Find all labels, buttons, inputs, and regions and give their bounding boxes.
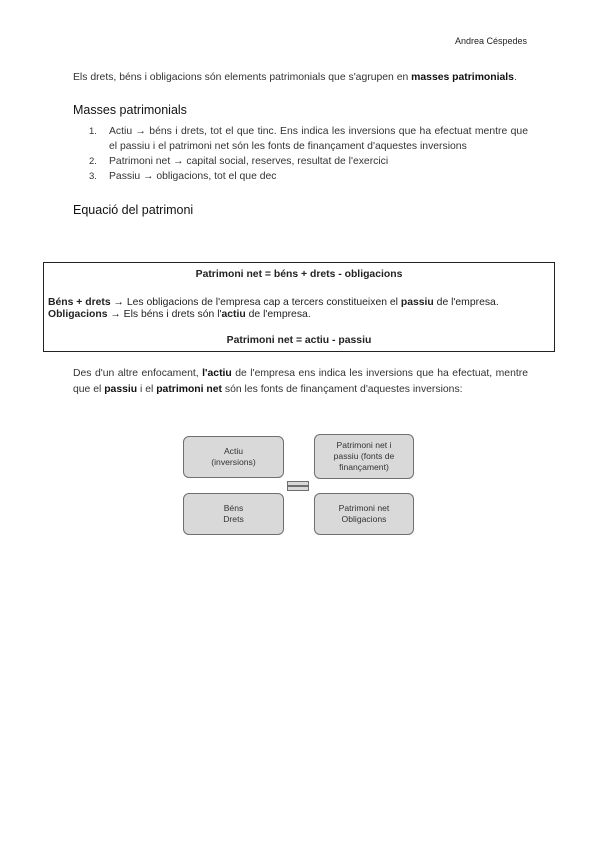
equals-sign-icon: [287, 481, 309, 491]
paragraph-bold: passiu: [104, 383, 138, 395]
diagram-box-patrimoni-obligacions: Patrimoni net Obligacions: [314, 493, 414, 535]
document-body: [73, 70, 528, 218]
section-heading-equacio: Equació del patrimoni: [73, 203, 194, 217]
section-heading-masses: Masses patrimonials: [73, 103, 187, 117]
equation-line-2: [48, 308, 550, 321]
paragraph-bold: l'actiu: [202, 368, 232, 379]
second-paragraph: [73, 366, 528, 397]
masses-list: [73, 124, 528, 184]
paragraph-text: de l'empresa ens indica les inversions que ha efectuat, mentre que el: [73, 368, 528, 395]
list-number: 2.: [89, 156, 97, 167]
equation-text: de l'empresa.: [433, 297, 499, 308]
diagram-box-patrimoni-passiu: Patrimoni net i passiu (fonts de finançament): [314, 434, 414, 479]
author-name: Andrea Céspedes: [454, 36, 527, 46]
equation-text: → Els béns i drets són l': [107, 309, 222, 320]
intro-text: Els drets, béns i obligacions són elements patrimonials que s'agrupen en: [73, 72, 412, 83]
equation-term: actiu: [221, 309, 246, 320]
paragraph-bold: patrimoni net: [156, 383, 222, 395]
list-item-text: Passiu → obligacions, tot el que dec: [109, 171, 277, 182]
intro-end: .: [513, 72, 517, 83]
list-number: 3.: [89, 171, 97, 182]
paragraph-text: són les fonts de finançament d'aquestes inversions:: [222, 383, 463, 395]
list-item: [73, 124, 528, 154]
paragraph-text: i el: [137, 383, 157, 395]
equation-term: Obligacions: [48, 309, 108, 320]
equation-formula-top: Patrimoni net = béns + drets - obligacions: [195, 269, 403, 280]
equation-formula-bottom: Patrimoni net = actiu - passiu: [226, 335, 372, 346]
intro-paragraph: [73, 70, 528, 85]
equation-term: Béns + drets: [48, 297, 111, 308]
intro-bold-term: masses patrimonials: [411, 72, 514, 83]
equation-text: → Les obligacions de l'empresa cap a tercers constitueixen el: [110, 297, 401, 308]
paragraph-text: Des d'un altre enfocament,: [73, 368, 203, 379]
list-item-text: Patrimoni net → capital social, reserves, resultat de l'exercici: [109, 156, 389, 167]
list-number: 1.: [89, 126, 97, 137]
list-item: [73, 154, 528, 169]
equation-term: passiu: [400, 297, 434, 308]
diagram-box-actiu: Actiu (inversions): [183, 436, 284, 478]
equation-text: de l'empresa.: [245, 309, 311, 320]
list-item: [73, 169, 528, 184]
equation-box: [43, 262, 555, 352]
list-item-text: Actiu → béns i drets, tot el que tinc. Ens indica les inversions que ha efectuat mentre que el passiu i el patrimoni net són les fonts de finançament d'aquestes inversions: [109, 126, 528, 152]
diagram-box-bens-drets: Béns Drets: [183, 493, 284, 535]
